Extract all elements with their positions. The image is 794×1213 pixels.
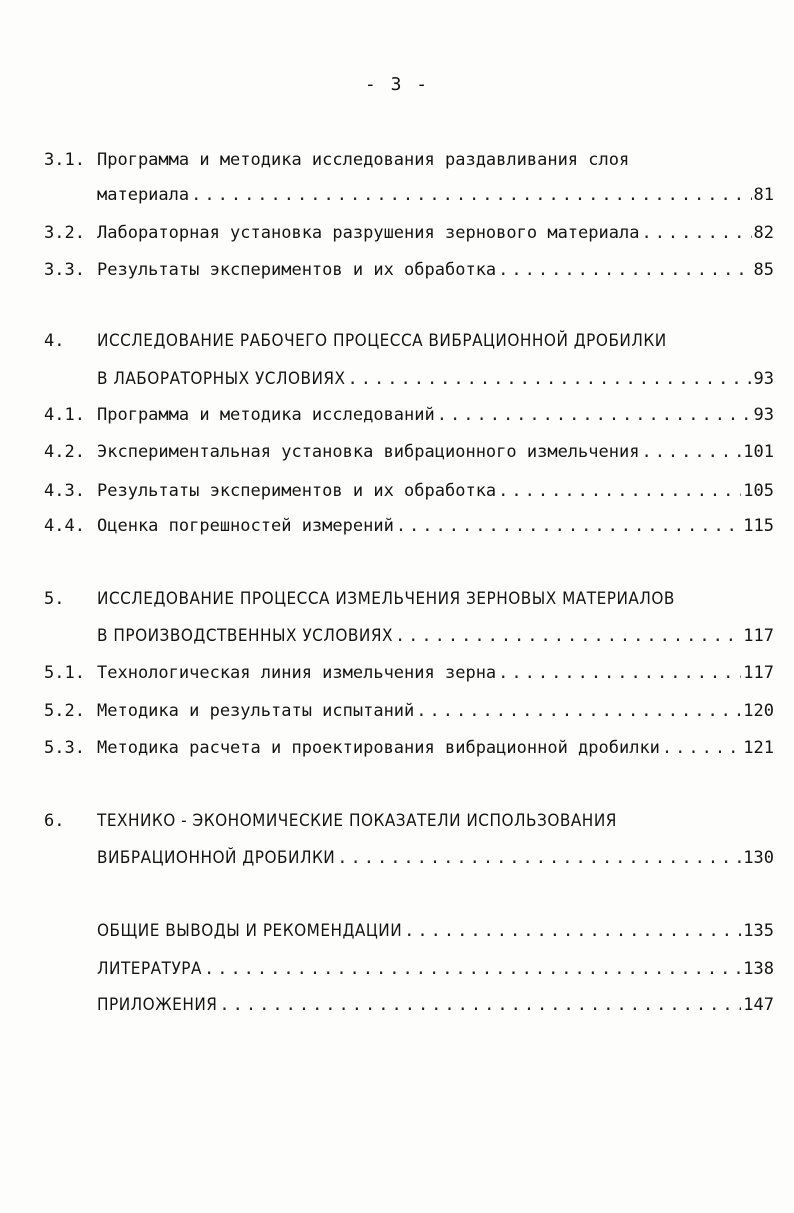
- page-reference: 101: [743, 442, 774, 462]
- section-number: 4.1.: [44, 405, 85, 425]
- section-title: ОБЩИЕ ВЫВОДЫ И РЕКОМЕНДАЦИИ: [97, 921, 403, 941]
- section-title: Результаты экспериментов и их обработка: [97, 260, 497, 280]
- section-number: 4.3.: [44, 481, 85, 501]
- toc-entry: [44, 990, 774, 1020]
- toc-entry: [44, 437, 774, 467]
- toc-entry-line: [44, 326, 774, 356]
- section-number: 3.1.: [44, 150, 85, 170]
- section-title: ВИБРАЦИОННОЙ ДРОБИЛКИ: [97, 848, 336, 868]
- page-reference: 117: [743, 663, 774, 683]
- section-number: 3.3.: [44, 260, 85, 280]
- section-title: ПРИЛОЖЕНИЯ: [97, 995, 218, 1015]
- section-number: 4.2.: [44, 442, 85, 462]
- page-reference: 115: [743, 516, 774, 536]
- toc-entry-line: [44, 806, 774, 836]
- toc-entry: [44, 255, 774, 285]
- section-title-line: ИССЛЕДОВАНИЕ ПРОЦЕССА ИЗМЕЛЬЧЕНИЯ ЗЕРНОВЫХ МАТЕРИАЛОВ: [97, 589, 675, 609]
- toc-entry: [44, 696, 774, 726]
- toc-entry: [44, 476, 774, 506]
- dot-leader: [662, 733, 741, 763]
- section-number: 4.4.: [44, 516, 85, 536]
- page-reference: 147: [743, 995, 774, 1015]
- section-number: 5.: [44, 589, 65, 609]
- page-reference: 117: [743, 626, 774, 646]
- page-reference: 93: [753, 405, 774, 425]
- dot-leader: [396, 511, 741, 541]
- page-reference: 82: [753, 223, 774, 243]
- dot-leader: [498, 476, 741, 506]
- section-title: Экспериментальная установка вибрационного измельчения: [97, 442, 640, 462]
- dot-leader: [337, 843, 741, 873]
- toc-entry: [44, 733, 774, 763]
- section-title-line: ИССЛЕДОВАНИЕ РАБОЧЕГО ПРОЦЕССА ВИБРАЦИОННОЙ ДРОБИЛКИ: [97, 331, 667, 351]
- toc-entry: [44, 218, 774, 248]
- section-number: 4.: [44, 331, 65, 351]
- page-reference: 81: [753, 185, 774, 205]
- section-title: В ПРОИЗВОДСТВЕННЫХ УСЛОВИЯХ: [97, 626, 393, 646]
- section-title: материала: [97, 185, 190, 205]
- section-title: Технологическая линия измельчения зерна: [97, 663, 497, 683]
- section-title: Лабораторная установка разрушения зернового материала: [97, 223, 640, 243]
- dot-leader: [404, 916, 741, 946]
- toc-entry: [44, 400, 774, 430]
- page-reference: 105: [743, 481, 774, 501]
- toc-entry: [44, 364, 774, 394]
- section-title: Оценка погрешностей измерений: [97, 516, 394, 536]
- dot-leader: [219, 990, 741, 1020]
- section-title: Методика расчета и проектирования вибрационной дробилки: [97, 738, 660, 758]
- toc-entry: [44, 511, 774, 541]
- page-reference: 120: [743, 701, 774, 721]
- dot-leader: [204, 954, 741, 984]
- page-reference: 93: [753, 369, 774, 389]
- page-number: - 3 -: [364, 74, 430, 95]
- dot-leader: [348, 364, 752, 394]
- section-title: Методика и результаты испытаний: [97, 701, 415, 721]
- dot-leader: [641, 218, 751, 248]
- page-reference: 135: [743, 921, 774, 941]
- toc-entry: [44, 658, 774, 688]
- section-number: 5.1.: [44, 663, 85, 683]
- toc-entry: [44, 843, 774, 873]
- section-title: Программа и методика исследований: [97, 405, 435, 425]
- dot-leader: [498, 255, 751, 285]
- dot-leader: [437, 400, 752, 430]
- section-title: ЛИТЕРАТУРА: [97, 959, 202, 979]
- section-title: В ЛАБОРАТОРНЫХ УСЛОВИЯХ: [97, 369, 346, 389]
- dot-leader: [498, 658, 741, 688]
- section-title-line: ТЕХНИКО - ЭКОНОМИЧЕСКИЕ ПОКАЗАТЕЛИ ИСПОЛЬЗОВАНИЯ: [97, 811, 617, 831]
- section-title: Результаты экспериментов и их обработка: [97, 481, 497, 501]
- section-number: 5.3.: [44, 738, 85, 758]
- dot-leader: [416, 696, 741, 726]
- toc-entry-line: [44, 584, 774, 614]
- toc-entry-line: [44, 145, 774, 175]
- toc-entry: [44, 621, 774, 651]
- dot-leader: [395, 621, 741, 651]
- section-number: 5.2.: [44, 701, 85, 721]
- page-reference: 138: [743, 959, 774, 979]
- page-reference: 121: [743, 738, 774, 758]
- page-reference: 130: [743, 848, 774, 868]
- dot-leader: [641, 437, 741, 467]
- toc-entry: [44, 916, 774, 946]
- page-reference: 85: [753, 260, 774, 280]
- toc-entry: [44, 180, 774, 210]
- section-number: 3.2.: [44, 223, 85, 243]
- toc-entry: [44, 954, 774, 984]
- section-number: 6.: [44, 811, 65, 831]
- section-title-line: Программа и методика исследования раздавливания слоя: [97, 150, 630, 170]
- dot-leader: [191, 180, 751, 210]
